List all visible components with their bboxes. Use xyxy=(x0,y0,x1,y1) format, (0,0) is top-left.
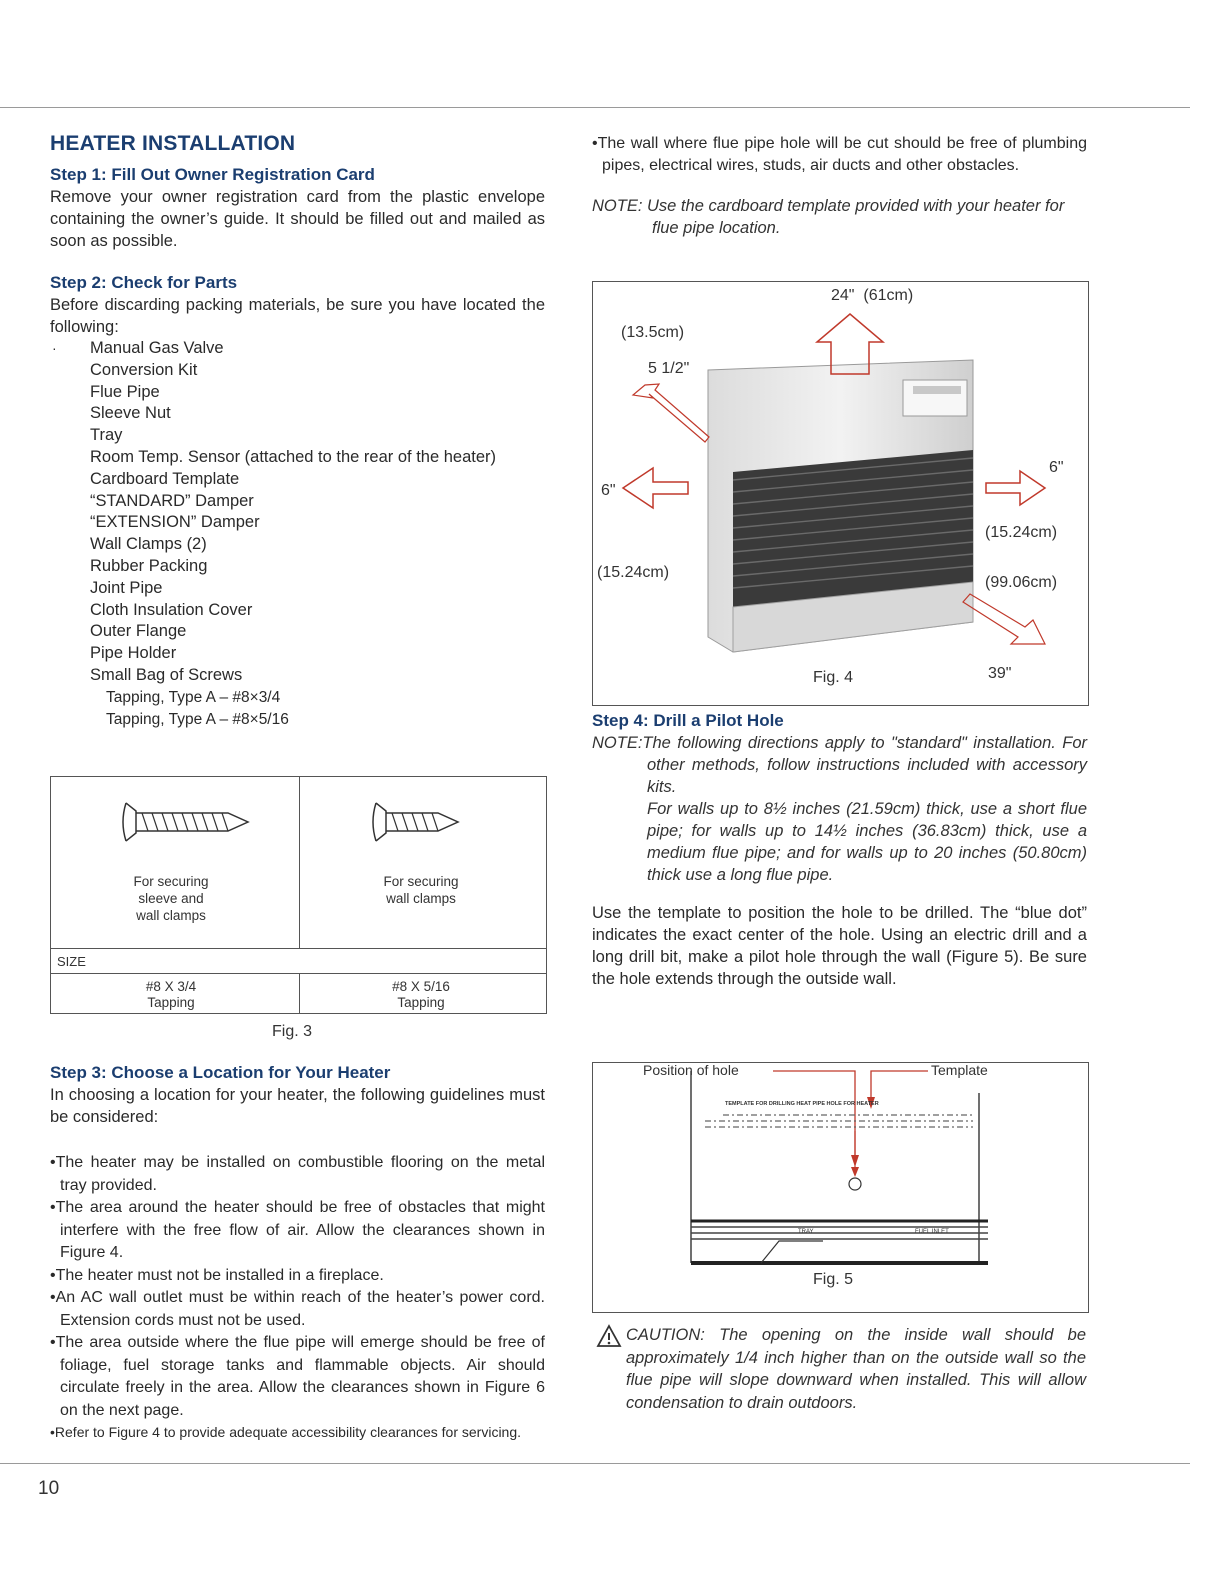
left-screw-caption: For securing sleeve and wall clamps xyxy=(133,874,209,923)
long-screw-icon xyxy=(116,797,266,847)
size-label: SIZE xyxy=(57,954,86,969)
fig4-clearance-diagram xyxy=(592,281,1089,706)
list-item: Joint Pipe xyxy=(90,578,163,597)
note-template: NOTE: Use the cardboard template provided with your heater for flue pipe location. xyxy=(592,197,1065,237)
list-item: Outer Flange xyxy=(90,622,187,641)
step2-intro: Before discarding packing materials, be sure you have located the following: xyxy=(50,296,545,336)
caution-text: CAUTION: The opening on the inside wall should be approximately 1/4 inch higher than on the outside wall so the flue pipe will slope downward when installed. This will allow condensation to drain outdoors. xyxy=(626,1326,1086,1412)
list-item: •The area around the heater should be free of obstacles that might interfere with the free flow of air. Allow the clearances shown in Figure 4. xyxy=(50,1199,545,1261)
left-clearance-in: 6" xyxy=(601,482,616,499)
step1-heading: Step 1: Fill Out Owner Registration Card xyxy=(50,165,375,184)
tray-label: TRAY xyxy=(798,1229,814,1235)
short-screw-icon xyxy=(366,797,486,847)
list-item: Cloth Insulation Cover xyxy=(90,600,253,619)
step1-body: Remove your owner registration card from the plastic envelope containing the owner’s guide. It should be filled out and mailed as soon as possible. xyxy=(50,188,545,250)
position-of-hole-label: Position of hole xyxy=(643,1062,739,1078)
list-item: “STANDARD” Damper xyxy=(90,491,254,510)
right-screw-caption: For securing wall clamps xyxy=(383,874,459,906)
step3-intro: In choosing a location for your heater, the following guidelines must be considered: xyxy=(50,1086,545,1126)
fuel-inlet-label: FUEL INLET xyxy=(915,1229,949,1235)
warning-icon xyxy=(596,1324,622,1348)
list-item: Flue Pipe xyxy=(90,382,160,401)
list-item: •The heater may be installed on combustible flooring on the metal tray provided. xyxy=(50,1154,545,1194)
left-type: Tapping xyxy=(147,995,195,1010)
left-size: #8 X 3/4 xyxy=(145,979,197,994)
list-item: Sleeve Nut xyxy=(90,404,171,423)
top-rule xyxy=(0,107,1190,108)
right-clearance-cm: (15.24cm) xyxy=(985,524,1058,541)
step4-note: NOTE:The following directions apply to "standard" installation. For other methods, follow instructions included with accessory kits. xyxy=(592,734,1087,796)
step4-section xyxy=(592,710,1087,990)
step2-heading: Step 2: Check for Parts xyxy=(50,273,238,292)
parts-list xyxy=(50,338,545,730)
list-item: •The heater must not be installed in a fireplace. xyxy=(50,1266,384,1284)
table-divider xyxy=(299,777,300,948)
list-item: Rubber Packing xyxy=(90,556,208,575)
left-column xyxy=(50,132,545,730)
fig5-template-diagram xyxy=(592,1062,1089,1313)
front-clearance-in: 39" xyxy=(988,665,1012,682)
right-type: Tapping xyxy=(397,995,445,1010)
list-item: Room Temp. Sensor (attached to the rear of the heater) xyxy=(90,447,496,466)
list-item: Tapping, Type A – #8×3/4 xyxy=(106,688,281,706)
caution-block xyxy=(596,1324,1086,1414)
right-clearance-in: 6" xyxy=(1049,459,1064,476)
list-item: “EXTENSION” Damper xyxy=(90,513,260,532)
bottom-rule xyxy=(0,1463,1190,1464)
step4-body: Use the template to position the hole to be drilled. The “blue dot” indicates the exact center of the hole. Using an electric drill and a long drill bit, make a pilot hole through the wall (Figure 5). Be sure the hole extends through the outside wall. xyxy=(592,904,1087,988)
list-item: •Refer to Figure 4 to provide adequate accessibility clearances for servicing. xyxy=(50,1424,522,1440)
step4-heading: Step 4: Drill a Pilot Hole xyxy=(592,711,784,730)
list-item: Small Bag of Screws xyxy=(90,665,243,684)
list-item: Tray xyxy=(90,426,123,445)
list-item: •The area outside where the flue pipe will emerge should be free of foliage, fuel storage tanks and flammable objects. Air should circulate freely in the area. Allow the clearances shown in Figure 6 on the next page. xyxy=(50,1334,545,1419)
page-title: HEATER INSTALLATION xyxy=(50,132,296,155)
wall-bullet: •The wall where flue pipe hole will be cut should be free of plumbing pipes, electrical wires, studs, air ducts and other obstacles. xyxy=(592,135,1087,174)
fig3-label: Fig. 3 xyxy=(272,1023,313,1040)
fig3-screw-table xyxy=(50,776,547,1014)
list-item: Cardboard Template xyxy=(90,469,240,488)
right-column-top xyxy=(592,133,1087,239)
step3-bullets xyxy=(50,1152,545,1442)
list-item: Pipe Holder xyxy=(90,644,177,663)
left-clearance-cm: (15.24cm) xyxy=(597,564,670,581)
step3-section xyxy=(50,1062,545,1442)
fig5-label: Fig. 5 xyxy=(813,1271,854,1288)
table-divider xyxy=(51,948,546,949)
table-divider xyxy=(299,973,300,1013)
step3-heading: Step 3: Choose a Location for Your Heater xyxy=(50,1063,391,1082)
table-divider xyxy=(51,973,546,974)
step4-note-walls: For walls up to 8½ inches (21.59cm) thick, use a short flue pipe; for walls up to 14½ inches (36.83cm) thick, use a medium flue pipe; and for walls up to 20 inches (50.80cm) thick use a long flue pipe. xyxy=(647,800,1087,884)
page-number: 10 xyxy=(38,1478,60,1499)
template-label: Template xyxy=(931,1062,988,1078)
list-item: Wall Clamps (2) xyxy=(90,535,207,554)
side-clearance-cm: (13.5cm) xyxy=(621,324,685,341)
fig4-label: Fig. 4 xyxy=(813,669,854,686)
side-clearance-in: 5 1/2" xyxy=(648,360,690,377)
list-item: •An AC wall outlet must be within reach of the heater’s power cord. Extension cords must not be used. xyxy=(50,1289,545,1329)
list-marker: · xyxy=(52,340,57,356)
list-item: Conversion Kit xyxy=(90,360,198,379)
right-size: #8 X 5/16 xyxy=(392,979,450,994)
heater-illustration xyxy=(593,282,1088,705)
list-item: Tapping, Type A – #8×5/16 xyxy=(106,710,289,728)
template-heading-text: TEMPLATE FOR DRILLING HEAT PIPE HOLE FOR HEATER xyxy=(725,1101,879,1107)
list-item: Manual Gas Valve xyxy=(90,339,224,357)
top-clearance-label: 24" (61cm) xyxy=(831,287,914,304)
front-clearance-cm: (99.06cm) xyxy=(985,574,1058,591)
